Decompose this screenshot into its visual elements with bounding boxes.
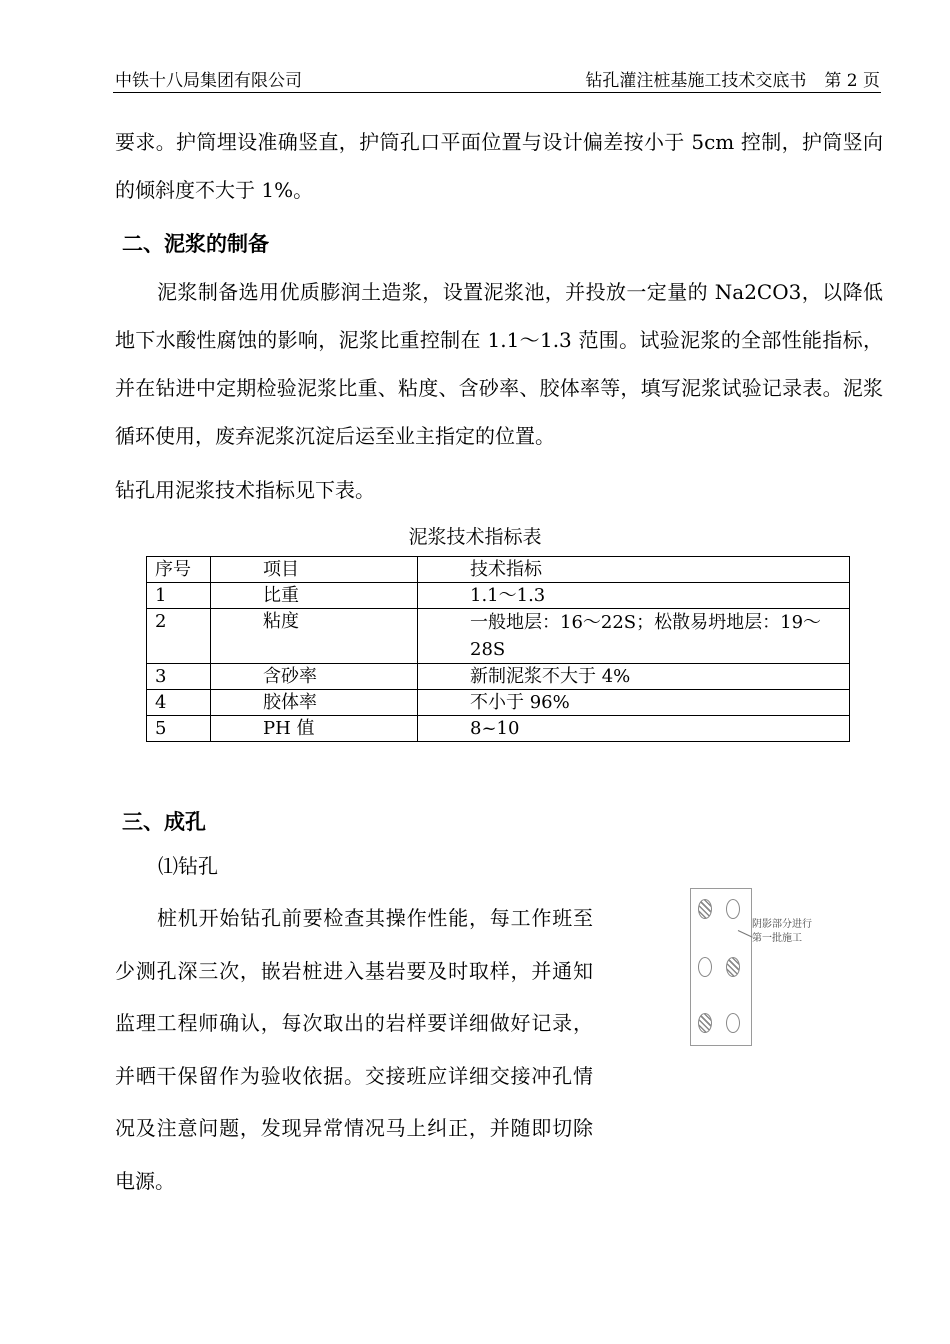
heading-drilling: 三、成孔 [122,810,206,834]
cell-spec: 8~10 [418,716,850,742]
cell-no: 2 [147,609,211,664]
table-row [147,583,850,609]
cell-spec [418,609,850,664]
cell-spec: 不小于 96% [418,690,850,716]
pile-hole-hatched [698,1013,712,1033]
paragraph-drilling: 桩机开始钻孔前要检查其操作性能，每工作班至少测孔深三次，嵌岩桩进入基岩要及时取样，并通知监理工程师确认，每次取出的岩样要详细做好记录，并晒干保留作为验收依据。交接班应详细交接冲孔情况及注意问题，发现异常情况马上纠正，并随即切除电源。 [115,906,593,1193]
cell-spec-text: 一般地层：16～22S；松散易坍地层：19～28S [470,612,822,660]
cell-item: 含砂率 [211,664,418,690]
pile-layout-figure [690,888,752,1046]
table-row [147,664,850,690]
heading-slurry: 二、泥浆的制备 [122,232,269,256]
header-rule [113,92,881,93]
table-row [147,690,850,716]
paragraph-table-intro: 钻孔用泥浆技术指标见下表。 [115,478,375,502]
pile-hole [726,899,740,919]
pile-hole-hatched [698,899,712,919]
slurry-spec-table [146,556,850,742]
cell-item: 比重 [211,583,418,609]
paragraph-slurry: 泥浆制备选用优质膨润土造浆，设置泥浆池，并投放一定量的 Na2CO3，以降低地下水酸性腐蚀的影响，泥浆比重控制在 1.1～1.3 范围。试验泥浆的全部性能指标，并在钻进中定期检验泥浆比重、粘度、含砂率、胶体率等，填写泥浆试验记录表。泥浆循环使用，废弃泥浆沉淀后运至业主指定的位置。 [115,280,883,448]
table-row [147,609,850,664]
cell-no: 3 [147,664,211,690]
pile-hole [726,1013,740,1033]
cell-no: 1 [147,583,211,609]
cell-spec: 1.1～1.3 [418,583,850,609]
cell-item: PH 值 [211,716,418,742]
header-company: 中铁十八局集团有限公司 [115,71,302,91]
header-cell-spec: 技术指标 [418,557,850,583]
cell-no: 5 [147,716,211,742]
header-doc-title: 钻孔灌注桩基施工技术交底书 [585,71,807,91]
table-caption: 泥浆技术指标表 [408,526,542,548]
header-cell-item: 项目 [211,557,418,583]
header-page-label: 第 2 页 [824,71,880,91]
paragraph-casing: 要求。护筒埋设准确竖直，护筒孔口平面位置与设计偏差按小于 5cm 控制，护筒竖向的倾斜度不大于 1%。 [115,130,883,202]
table-header-row [147,557,850,583]
cell-item: 粘度 [211,609,418,664]
cell-no: 4 [147,690,211,716]
pile-hole [698,957,712,977]
paragraph-drilling-label: ⑴钻孔 [158,854,218,878]
header-doc-info [585,66,880,91]
cell-item: 胶体率 [211,690,418,716]
cell-spec: 新制泥浆不大于 4% [418,664,850,690]
header-cell-no: 序号 [147,557,211,583]
figure-note: 阴影部分进行第一批施工 [752,919,812,944]
table-row [147,716,850,742]
pile-hole-hatched [726,957,740,977]
